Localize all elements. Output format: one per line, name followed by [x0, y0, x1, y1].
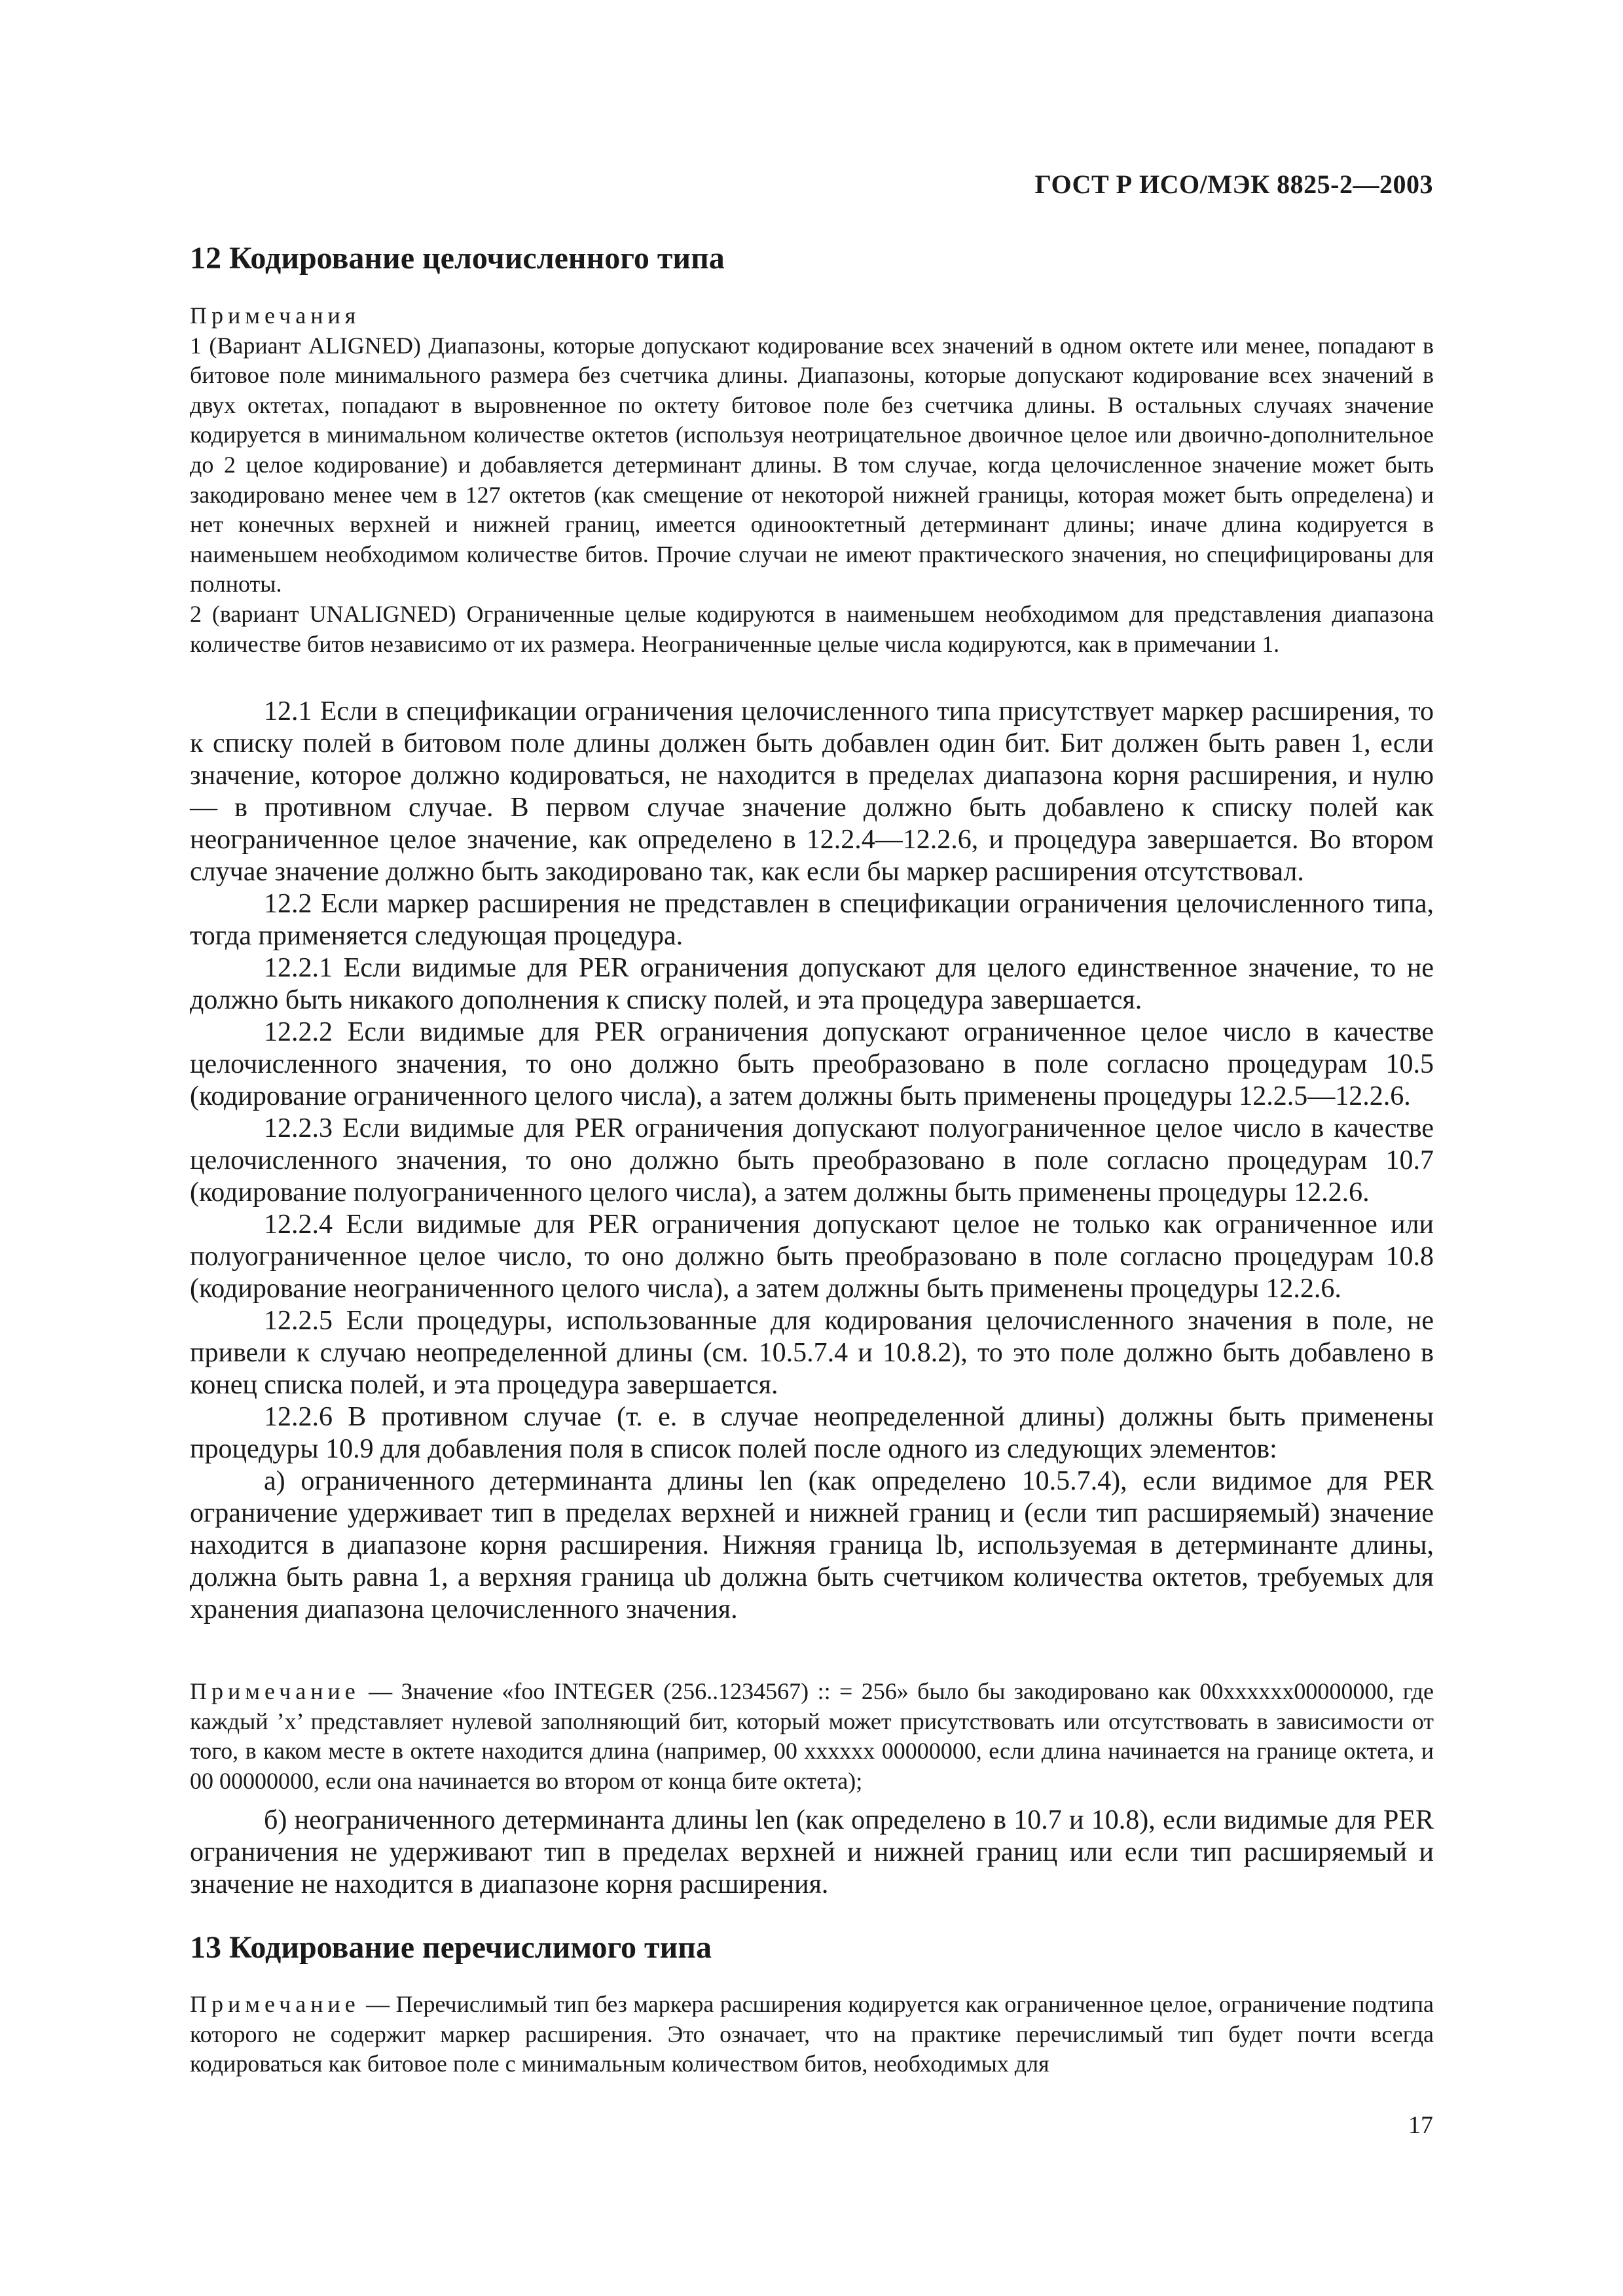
- note-2: 2 (вариант UNALIGNED) Ограниченные целые кодируются в наименьшем необходимом для представления диапазона количестве битов независимо от их размера. Неограниченные целые числа кодируются, как в примечании 1.: [190, 600, 1434, 657]
- section-12-body: [190, 696, 1434, 1626]
- paragraph-12-2-6: 12.2.6 В противном случае (т. е. в случае неопределенной длины) должны быть применены процедуры 10.9 для добавления поля в список полей после одного из следующих элементов:: [190, 1402, 1434, 1464]
- section-12-title: 12 Кодирование целочисленного типа: [190, 241, 725, 276]
- section-13-note-text: — Перечислимый тип без маркера расширения кодируется как ограниченное целое, ограничение подтипа которого не содержит маркер расширения. Это означает, что на практике перечислимый тип будет почти всегда кодироваться как битовое поле с минимальным количеством битов, необходимых для: [190, 1991, 1434, 2077]
- note-3-text: — Значение «foo INTEGER (256..1234567) :: = 256» было бы закодировано как 00xxxxxx00000000, где каждый ’x’ представляет нулевой заполняющий бит, который может присутствовать или отсутствовать в зависимости от того, в каком месте в октете находится длина (например, 00 xxxxxx 00000000, если длина начинается на границе октета, и 00 00000000, если она начинается во втором от конца бите октета);: [190, 1678, 1434, 1794]
- paragraph-12-2-3: 12.2.3 Если видимые для PER ограничения допускают полуограниченное целое число в качестве целочисленного значения, то оно должно быть преобразовано в поле согласно процедурам 10.7 (кодирование полуограниченного целого числа), а затем должны быть применены процедуры 12.2.6.: [190, 1113, 1434, 1208]
- section-12-title-block: [190, 240, 1434, 276]
- section-13-title-block: [190, 1929, 1434, 1965]
- paragraph-a: а) ограниченного детерминанта длины len (как определено 10.5.7.4), если видимое для PER ограничение удерживает тип в пределах верхней и нижней границ и (если тип расширяемый) значение находится в диапазоне корня расширения. Нижняя граница lb, используемая в детерминанте длины, должна быть равна 1, а верхняя граница ub должна быть счетчиком количества октетов, требуемых для хранения диапазона целочисленного значения.: [190, 1466, 1434, 1624]
- section-12-notes: [190, 301, 1434, 659]
- paragraph-12-2-4: 12.2.4 Если видимые для PER ограничения допускают целое не только как ограниченное или полуограниченное целое число, то оно должно быть преобразовано в поле согласно процедурам 10.8 (кодирование неограниченного целого числа), а затем должны быть применены процедуры 12.2.6.: [190, 1210, 1434, 1304]
- paragraph-12-2: 12.2 Если маркер расширения не представлен в спецификации ограничения целочисленного типа, тогда применяется следующая процедура.: [190, 889, 1434, 951]
- section-13-note-label: Примечание: [190, 1991, 360, 2017]
- paragraph-12-2-1: 12.2.1 Если видимые для PER ограничения допускают для целого единственное значение, то не должно быть никакого дополнения к списку полей, и эта процедура завершается.: [190, 953, 1434, 1015]
- section-13-title: 13 Кодирование перечислимого типа: [190, 1930, 712, 1965]
- page-number: 17: [1408, 2111, 1433, 2139]
- section-13-note: [190, 1990, 1434, 2079]
- note-3-label: Примечание: [190, 1678, 360, 1704]
- paragraph-12-1: 12.1 Если в спецификации ограничения целочисленного типа присутствует маркер расширения, то к списку полей в битовом поле длины должен быть добавлен один бит. Бит должен быть равен 1, если значение, которое должно кодироваться, не находится в пределах диапазона корня расширения, и нулю — в противном случае. В первом случае значение должно быть добавлено к списку полей как неограниченное целое значение, как определено в 12.2.4—12.2.6, и процедура завершается. Во втором случае значение должно быть закодировано так, как если бы маркер расширения отсутствовал.: [190, 696, 1434, 887]
- note-1: 1 (Вариант ALIGNED) Диапазоны, которые допускают кодирование всех значений в одном октете или менее, попадают в битовое поле минимального размера без счетчика длины. Диапазоны, которые допускают кодирование всех значений в двух октетах, попадают в выровненное по октету битовое поле без счетчика длины. В остальных случаях значение кодируется в минимальном количестве октетов (используя неотрицательное двоичное целое или двоично-дополнительное до 2 целое кодирование) и добавляется детерминант длины. В том случае, когда целочисленное значение может быть закодировано менее чем в 127 октетов (как смещение от некоторой нижней границы, которая может быть определена) и нет конечных верхней и нижней границ, имеется одинооктетный детерминант длины; иначе длина кодируется в наименьшем необходимом количестве битов. Прочие случаи не имеют практического значения, но специфицированы для полноты.: [190, 332, 1434, 598]
- notes-label: Примечания: [190, 302, 361, 329]
- paragraph-b: б) неограниченного детерминанта длины len (как определено в 10.7 и 10.8), если видимые для PER ограничения не удерживают тип в пределах верхней и нижней границ или если тип расширяемый и значение не находится в диапазоне корня расширения.: [190, 1805, 1434, 1899]
- paragraph-12-2-2: 12.2.2 Если видимые для PER ограничения допускают ограниченное целое число в качестве целочисленного значения, то оно должно быть преобразовано в поле согласно процедурам 10.5 (кодирование ограниченного целого числа), а затем должны быть применены процедуры 12.2.5—12.2.6.: [190, 1017, 1434, 1111]
- paragraph-12-2-5: 12.2.5 Если процедуры, использованные для кодирования целочисленного значения в поле, не привели к случаю неопределенной длины (см. 10.5.7.4 и 10.8.2), то это поле должно быть добавлено в конец списка полей, и эта процедура завершается.: [190, 1306, 1434, 1400]
- note-foo-integer: [190, 1677, 1434, 1796]
- section-12-body-b: [190, 1804, 1434, 1901]
- document-header: ГОСТ Р ИСО/МЭК 8825-2—2003: [1034, 170, 1433, 199]
